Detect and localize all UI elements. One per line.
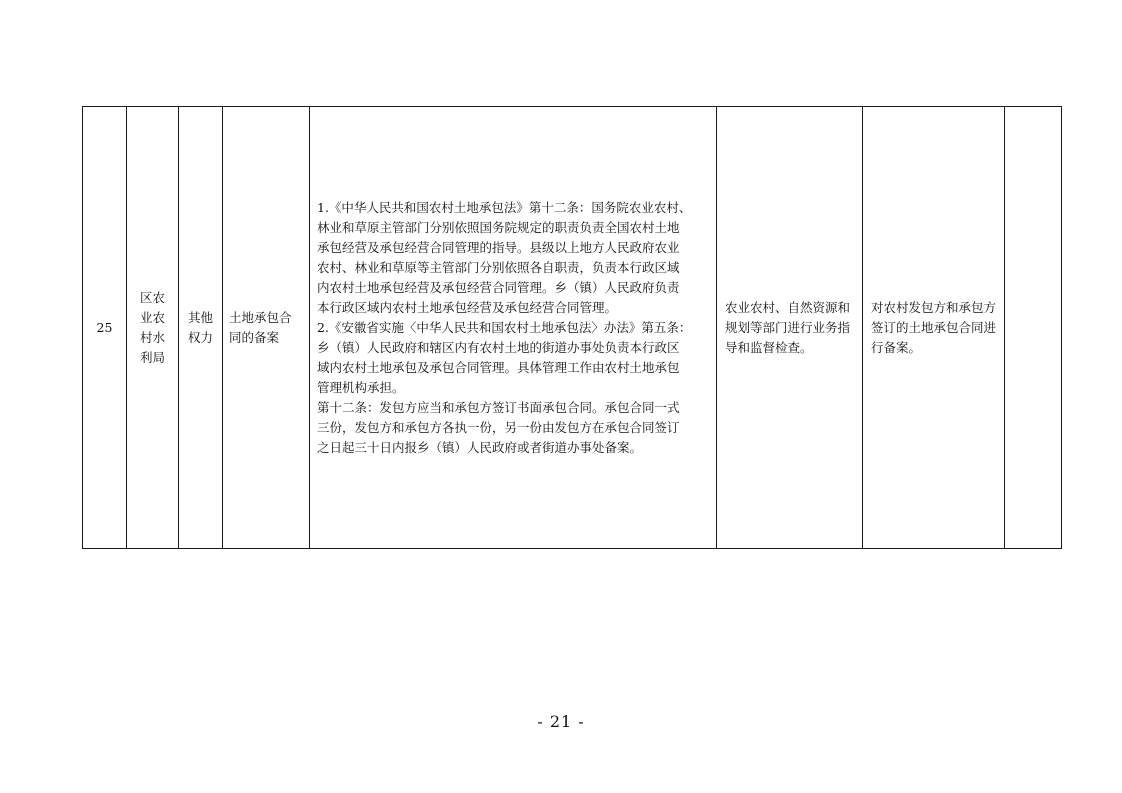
power-type-cell xyxy=(179,107,223,549)
responsible-department: 农业农村、自然资源和规划等部门进行业务指导和监督检查。 xyxy=(725,299,851,355)
power-list-table xyxy=(82,106,1062,549)
legal-basis-line: 内农村土地承包经营及承包经营合同管理。乡（镇）人民政府负责 xyxy=(317,279,680,295)
note-cell xyxy=(1005,107,1062,549)
table-row xyxy=(83,107,1062,549)
legal-basis-line: 2.《安徽省实施〈中华人民共和国农村土地承包法〉办法》第五条： xyxy=(317,319,692,335)
legal-basis-line: 1.《中华人民共和国农村土地承包法》第十二条：国务院农业农村、 xyxy=(317,199,692,215)
department-name: 区农业农村水利局 xyxy=(139,289,165,365)
page-number: - 21 - xyxy=(537,712,585,731)
item-name: 土地承包合同的备案 xyxy=(229,309,292,345)
legal-basis-line: 域内农村土地承包及承包合同管理。具体管理工作由农村土地承包 xyxy=(317,359,680,375)
legal-basis-line: 之日起三十日内报乡（镇）人民政府或者街道办事处备案。 xyxy=(317,439,643,455)
legal-basis-line: 本行政区域内农村土地承包经营及承包经营合同管理。 xyxy=(317,299,618,315)
row-index: 25 xyxy=(96,319,113,335)
legal-basis-line: 乡（镇）人民政府和辖区内有农村土地的街道办事处负责本行政区 xyxy=(317,339,680,355)
legal-basis-line: 农村、林业和草原等主管部门分别依照各自职责，负责本行政区域 xyxy=(317,259,680,275)
duty-text: 对农村发包方和承包方签订的土地承包合同进行备案。 xyxy=(871,299,997,355)
department-cell xyxy=(127,107,179,549)
power-type: 其他权力 xyxy=(187,309,213,345)
duty-cell xyxy=(863,107,1005,549)
legal-basis-line: 承包经营及承包经营合同管理的指导。县级以上地方人民政府农业 xyxy=(317,239,680,255)
legal-basis-text xyxy=(310,198,716,458)
responsible-department-cell xyxy=(717,107,863,549)
legal-basis-line: 三份，发包方和承包方各执一份，另一份由发包方在承包合同签订 xyxy=(317,419,680,435)
legal-basis-cell xyxy=(310,107,717,549)
legal-basis-line: 第十二条：发包方应当和承包方签订书面承包合同。承包合同一式 xyxy=(317,399,680,415)
legal-basis-line: 林业和草原主管部门分别依照国务院规定的职责负责全国农村土地 xyxy=(317,219,680,235)
legal-basis-line: 管理机构承担。 xyxy=(317,379,405,395)
row-index-cell xyxy=(83,107,127,549)
item-name-cell xyxy=(223,107,310,549)
